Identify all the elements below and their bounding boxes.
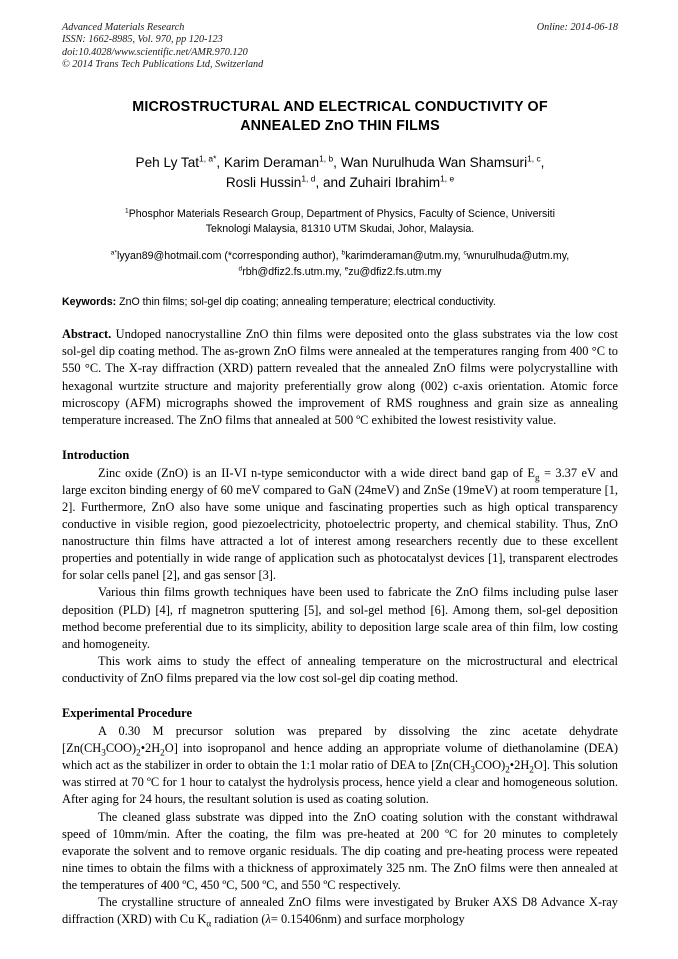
- email-address: lyyan89@hotmail.com (*corresponding author),: [117, 250, 342, 263]
- affiliation-line-2: Teknologi Malaysia, 81310 UTM Skudai, Johor, Malaysia.: [205, 223, 475, 236]
- subscript: 3: [101, 747, 106, 758]
- subscript: α: [206, 918, 212, 929]
- journal-issn: ISSN: 1662-8985, Vol. 970, pp 120-123: [62, 34, 223, 46]
- subscript: 2: [160, 747, 165, 758]
- email-line-1: [64, 249, 616, 264]
- email-address: rbh@dfiz2.fs.utm.my,: [242, 265, 345, 278]
- affiliation-marker: 1: [125, 207, 129, 215]
- author-emails: [62, 249, 618, 280]
- italic-symbol: λ: [265, 912, 271, 927]
- subscript: g: [535, 472, 540, 483]
- body-paragraph: Various thin films growth techniques have been used to fabricate the ZnO films including pulse laser deposition (PLD) [4], rf magnetron sputtering [5], and sol-gel method [6]. Among them, sol-gel deposition method become preferential due to its simplicity, ability to deposition large scale area of thin film, low costing and homogeneity.: [62, 585, 618, 651]
- body-paragraph: A 0.30 M precursor solution was prepared by dissolving the zinc acetate dehydrate $[Zn(CH_3COO)_2•2H_2O]$ into isopropanol and hence adding an appropriate volume of diethanolamine (DEA) which act as the stabilizer in order to obtain the 1:1 molar ratio of DEA to $[Zn(CH_3COO)_2•2H_2O]$. This solution was stirred at 70 ºC for 1 hour to catalyst the hydrolysis process, hence yield a clear and homogeneous solution. After aging for 24 hours, the resultant solution is used as coating solution.: [62, 724, 618, 807]
- abstract: [62, 326, 618, 429]
- journal-doi: doi:10.4028/www.scientific.net/AMR.970.120: [62, 46, 248, 58]
- author-affiliation-marker: 1, d: [301, 173, 316, 184]
- affiliation: [62, 207, 618, 238]
- affiliation-line-1: [70, 207, 610, 222]
- body-sections: [62, 447, 618, 928]
- authors-line-2: [66, 173, 614, 193]
- page-content: [62, 22, 618, 928]
- email-marker: e: [344, 265, 349, 273]
- email-marker: b: [341, 249, 346, 257]
- email-marker: a*: [110, 249, 118, 257]
- keywords-label: Keywords:: [62, 296, 117, 309]
- author-name: Rosli Hussin: [225, 174, 302, 190]
- author-affiliation-marker: 1, e: [440, 173, 455, 184]
- abstract-text: Undoped nanocrystalline ZnO thin films were deposited onto the glass substrates via the low cost sol-gel dip coating method. The as-grown ZnO films were annealed at the temperatures ranging from 400 °C to 550 °C. The X-ray diffraction (XRD) pattern revealed that the annealed ZnO films were polycrystalline with hexagonal wurtzite structure and majority preferentially grow along (002) c-axis orientation. Atomic force microscopy (AFM) micrographs showed the improvement of RMS roughness and grain size as annealing temperature increased. The ZnO films that annealed at 500 ºC exhibited the lowest resistivity value.: [62, 327, 618, 427]
- email-address: zu@dfiz2.fs.utm.my: [348, 265, 442, 278]
- journal-header: [62, 22, 618, 72]
- authors-line-1: [66, 153, 614, 173]
- author-affiliation-marker: 1, c: [527, 153, 541, 164]
- subscript: 2: [136, 747, 141, 758]
- email-line-2: [64, 265, 616, 280]
- title-line-1: MICROSTRUCTURAL AND ELECTRICAL CONDUCTIVITY OF: [132, 98, 548, 115]
- author-name: Peh Ly Tat: [135, 154, 200, 170]
- author-affiliation-marker: 1, a*: [199, 153, 217, 164]
- body-paragraph: The crystalline structure of annealed ZnO films were investigated by Bruker AXS D8 Advance X-ray diffraction (XRD) with Cu $K_\alpha$ radiation (λ= 0.15406nm) and surface morphology: [62, 894, 618, 929]
- body-paragraph: Zinc oxide (ZnO) is an II-VI n-type semiconductor with a wide direct band gap of $E_g = 3.37$ eV and large exciton binding energy of 60 meV compared to GaN (24meV) and ZnSe (19meV) at room temperature [1, 2]. Furthermore, ZnO also have some unique and fascinating properties such as high optical transparency conductive in visible region, good piezoelectricity, photoelectric property, and chemical stability. Thus, ZnO nanostructure thin films have attracted a lot of interest among researchers recently due to these excellent properties and potentially in wide range of application such as photocatalyst devices [1], transparent electrodes for solar cells panel [2], and gas sensor [3].: [62, 465, 618, 583]
- body-paragraph: This work aims to study the effect of annealing temperature on the microstructural and electrical conductivity of ZnO films prepared via the low cost sol-gel dip coating method.: [62, 653, 618, 685]
- author-name: ,: [540, 154, 545, 170]
- journal-name: Advanced Materials Research: [62, 22, 185, 33]
- email-marker: c: [463, 249, 467, 257]
- affiliation-text-1: Phosphor Materials Research Group, Department of Physics, Faculty of Science, Universiti: [128, 207, 555, 220]
- paper-title: [62, 98, 618, 136]
- journal-copyright: © 2014 Trans Tech Publications Ltd, Switzerland: [62, 59, 264, 71]
- keywords-text: ZnO thin films; sol-gel dip coating; annealing temperature; electrical conductivity.: [116, 296, 496, 309]
- author-affiliation-marker: 1, b: [319, 153, 334, 164]
- title-line-2: ANNEALED ZnO THIN FILMS: [240, 117, 440, 134]
- author-list: [62, 153, 618, 193]
- author-name: , Wan Nurulhuda Wan Shamsuri: [333, 154, 528, 170]
- author-name: , Karim Deraman: [216, 154, 320, 170]
- subscript: 3: [470, 764, 475, 775]
- email-address: karimderaman@utm.my,: [345, 250, 464, 263]
- body-paragraph: The cleaned glass substrate was dipped into the ZnO coating solution with the constant withdrawal speed of 10mm/min. After the coating, the film was pre-heated at 200 ºC for 20 minutes to completely evaporate the solvent and to remove organic residuals. The dip coating and pre-heating process were repeated nine times to obtain the films with a thickness of approximately 325 nm. The ZnO films were then annealed at the temperatures of 400 ºC, 450 ºC, 500 ºC, and 550 ºC respectively.: [62, 809, 618, 892]
- author-name: , and Zuhairi Ibrahim: [315, 174, 441, 190]
- email-address: wnurulhuda@utm.my,: [466, 250, 570, 263]
- subscript: 2: [529, 764, 534, 775]
- email-marker: d: [238, 265, 243, 273]
- online-date: Online: 2014-06-18: [536, 22, 618, 33]
- journal-header-left: [62, 22, 451, 72]
- subscript: 2: [505, 764, 510, 775]
- section-heading: Introduction: [62, 447, 130, 462]
- section-heading: Experimental Procedure: [62, 706, 192, 721]
- abstract-label: Abstract.: [62, 327, 112, 342]
- keywords: [62, 295, 618, 310]
